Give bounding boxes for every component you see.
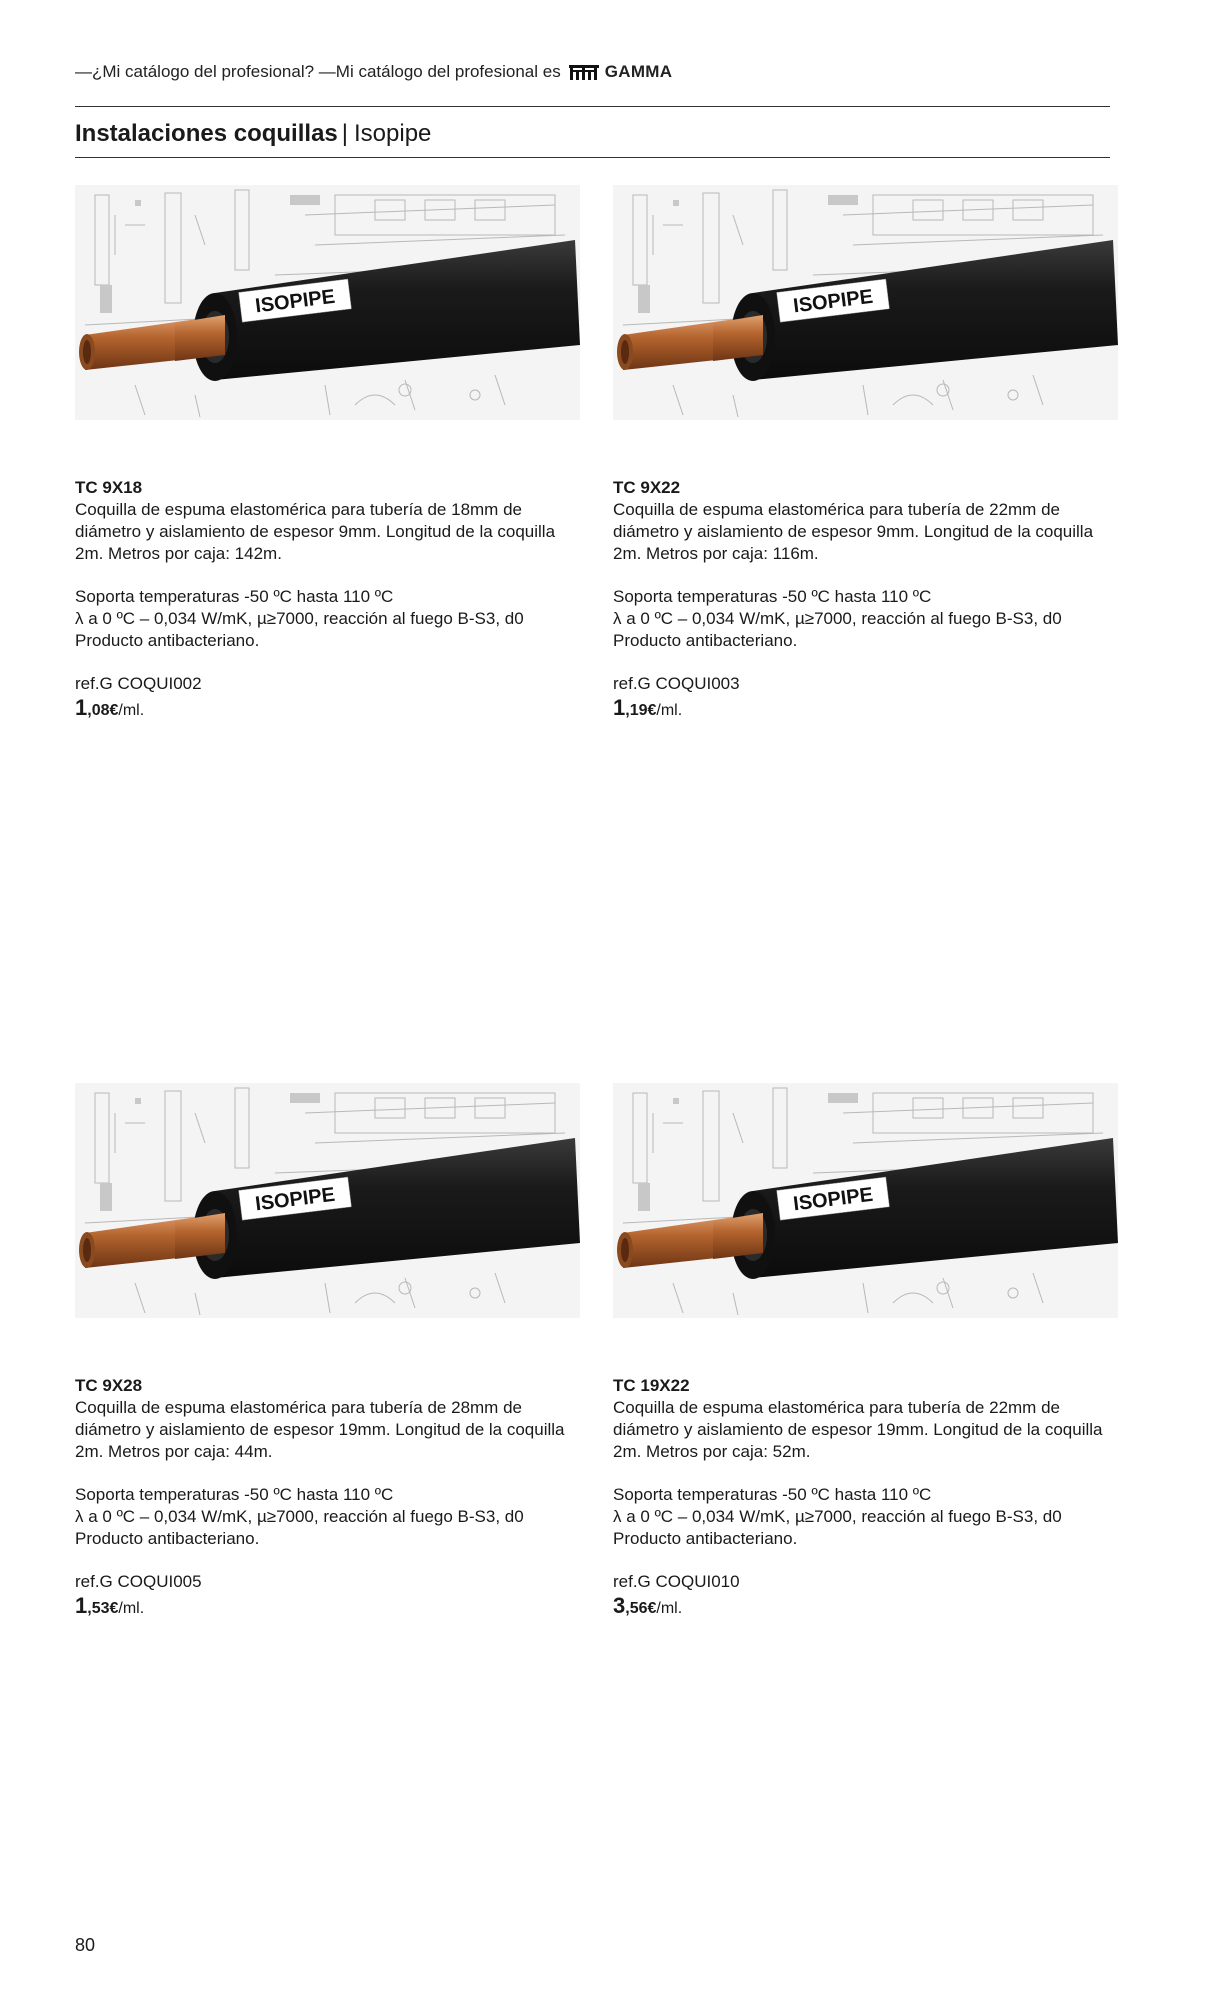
product-reference: ref.G COQUI003 (613, 674, 740, 693)
product-price (75, 1595, 575, 1620)
price-currency: € (647, 1600, 657, 1617)
product-info (75, 477, 575, 722)
spec-antibacterial: Producto antibacteriano. (75, 1529, 260, 1548)
product-description: Coquilla de espuma elastomérica para tubería de 22mm de diámetro y aislamiento de espesor 9mm. Longitud de la coquilla 2m. Metros por caja: 116m. (613, 500, 1094, 563)
price-unit: /ml. (656, 702, 683, 719)
product-image (613, 1083, 1118, 1318)
product-specs (613, 586, 1113, 652)
product-image (75, 1083, 580, 1318)
top-divider (75, 106, 1110, 107)
product-specs (75, 586, 575, 652)
brand-logo-icon (569, 64, 599, 80)
product-reference: ref.G COQUI002 (75, 674, 202, 693)
section-subtitle: Isopipe (354, 120, 432, 147)
product-info (75, 1375, 575, 1620)
product-image (613, 185, 1118, 420)
header-tagline-row (75, 62, 1110, 82)
product-code: TC 19X22 (613, 1376, 690, 1395)
spec-conductivity: λ a 0 ºC – 0,034 W/mK, µ≥7000, reacción al fuego B-S3, d0 (613, 1507, 1062, 1526)
header-tagline: —¿Mi catálogo del profesional? —Mi catálogo del profesional es (75, 62, 561, 81)
spec-conductivity: λ a 0 ºC – 0,034 W/mK, µ≥7000, reacción al fuego B-S3, d0 (75, 609, 524, 628)
price-decimal: ,08 (87, 702, 110, 719)
section-title (75, 120, 431, 148)
price-currency: € (647, 702, 657, 719)
price-currency: € (109, 702, 119, 719)
product-info (613, 477, 1113, 722)
product-info (613, 1375, 1113, 1620)
price-unit: /ml. (656, 1600, 683, 1617)
product-image (75, 185, 580, 420)
tube-label: ISOPIPE (792, 1183, 875, 1216)
product-description: Coquilla de espuma elastomérica para tubería de 28mm de diámetro y aislamiento de espesor 19mm. Longitud de la coquilla 2m. Metros por caja: 44m. (75, 1398, 565, 1461)
tube-label: ISOPIPE (254, 1183, 337, 1216)
product-reference: ref.G COQUI010 (613, 1572, 740, 1591)
product-description: Coquilla de espuma elastomérica para tubería de 22mm de diámetro y aislamiento de espesor 19mm. Longitud de la coquilla 2m. Metros por caja: 52m. (613, 1398, 1103, 1461)
price-decimal: ,19 (625, 702, 648, 719)
product-price (613, 1595, 1113, 1620)
price-integer: 1 (75, 1593, 88, 1618)
product-price (75, 697, 575, 722)
spec-antibacterial: Producto antibacteriano. (75, 631, 260, 650)
brand (569, 62, 673, 82)
tube-label: ISOPIPE (792, 285, 875, 318)
tube-label: ISOPIPE (254, 285, 337, 318)
price-integer: 1 (75, 695, 88, 720)
section-title-main: Instalaciones coquillas (75, 120, 338, 147)
page-number: 80 (75, 1935, 96, 1955)
spec-conductivity: λ a 0 ºC – 0,034 W/mK, µ≥7000, reacción al fuego B-S3, d0 (613, 609, 1062, 628)
spec-antibacterial: Producto antibacteriano. (613, 631, 798, 650)
product-specs (75, 1484, 575, 1550)
price-currency: € (109, 1600, 119, 1617)
section-title-separator: | (341, 120, 348, 147)
spec-temperature: Soporta temperaturas -50 ºC hasta 110 ºC (75, 587, 394, 606)
spec-temperature: Soporta temperaturas -50 ºC hasta 110 ºC (613, 587, 932, 606)
product-code: TC 9X18 (75, 478, 143, 497)
product-description: Coquilla de espuma elastomérica para tubería de 18mm de diámetro y aislamiento de espesor 9mm. Longitud de la coquilla 2m. Metros por caja: 142m. (75, 500, 556, 563)
price-integer: 1 (613, 695, 626, 720)
price-unit: /ml. (118, 1600, 145, 1617)
price-decimal: ,53 (87, 1600, 110, 1617)
price-integer: 3 (613, 1593, 626, 1618)
title-divider (75, 157, 1110, 158)
price-decimal: ,56 (625, 1600, 648, 1617)
price-unit: /ml. (118, 702, 145, 719)
product-code: TC 9X22 (613, 478, 681, 497)
product-price (613, 697, 1113, 722)
product-reference: ref.G COQUI005 (75, 1572, 202, 1591)
spec-conductivity: λ a 0 ºC – 0,034 W/mK, µ≥7000, reacción al fuego B-S3, d0 (75, 1507, 524, 1526)
product-code: TC 9X28 (75, 1376, 143, 1395)
brand-name: GAMMA (604, 62, 673, 81)
spec-temperature: Soporta temperaturas -50 ºC hasta 110 ºC (75, 1485, 394, 1504)
spec-antibacterial: Producto antibacteriano. (613, 1529, 798, 1548)
spec-temperature: Soporta temperaturas -50 ºC hasta 110 ºC (613, 1485, 932, 1504)
product-specs (613, 1484, 1113, 1550)
